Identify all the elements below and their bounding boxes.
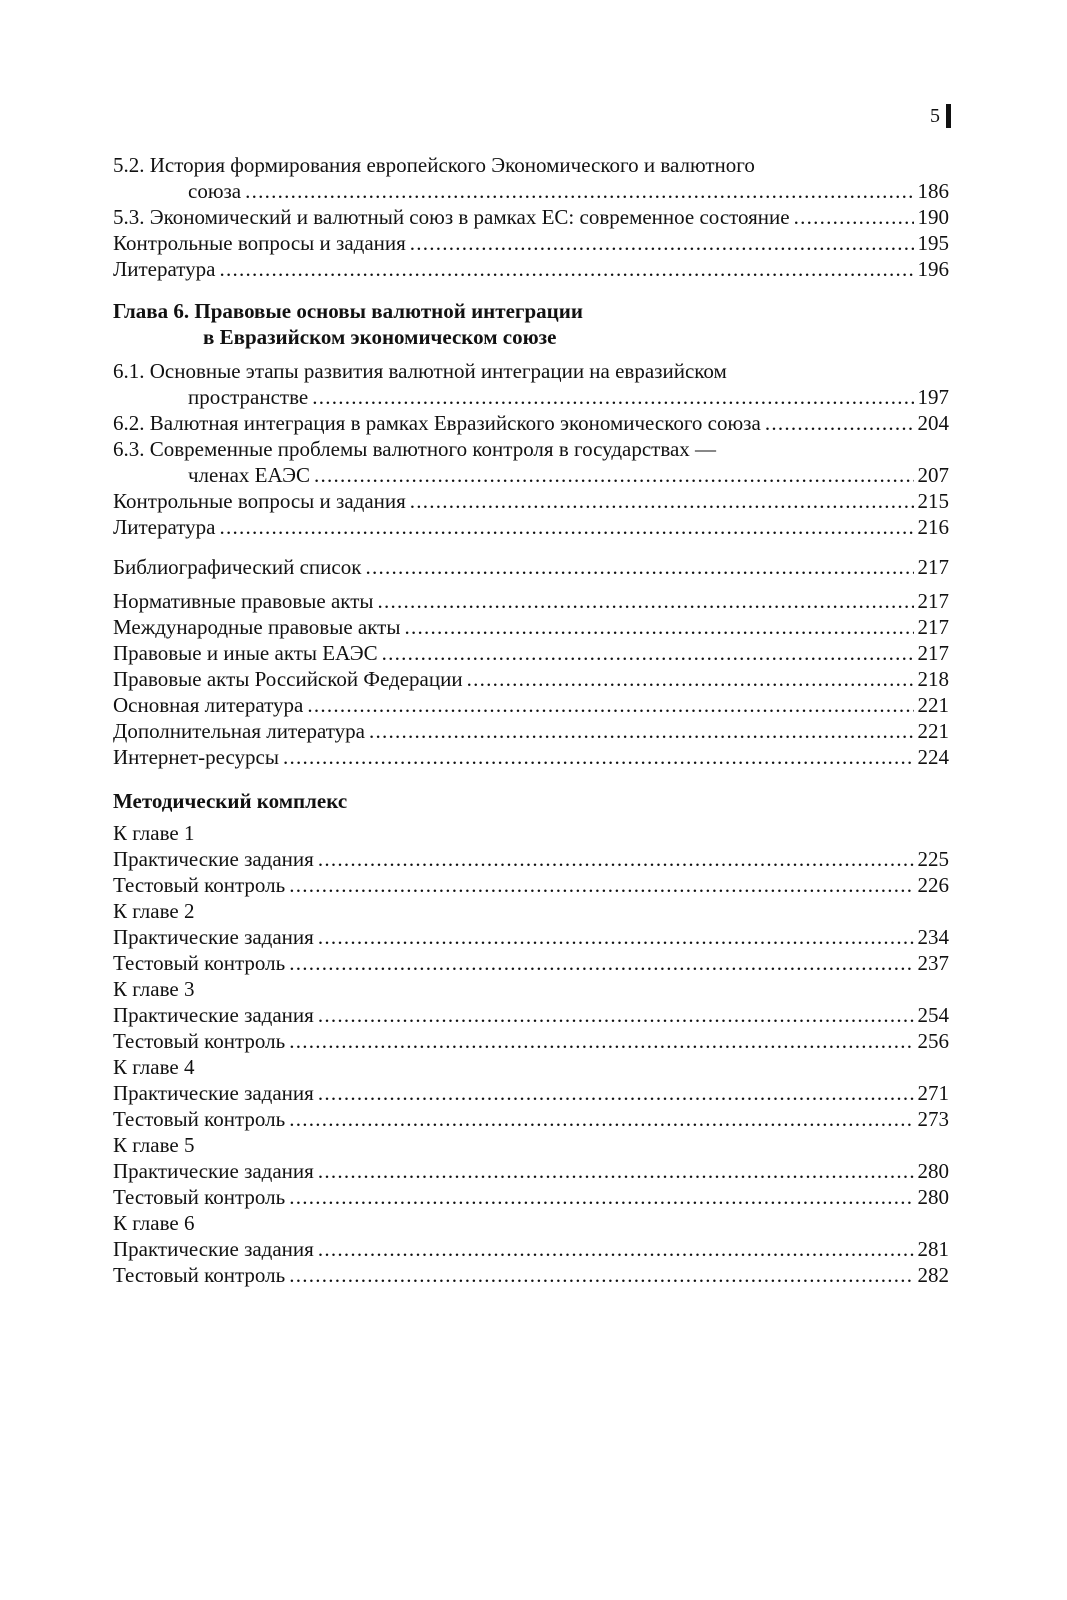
toc-page-number: 271 bbox=[917, 1081, 949, 1105]
toc-page-number: 196 bbox=[917, 257, 949, 281]
methodical-chapter-label: К главе 1 bbox=[113, 821, 195, 845]
toc-entry-biblio[interactable] bbox=[113, 588, 949, 614]
toc-page-number: 216 bbox=[917, 515, 949, 539]
toc-entry-practical[interactable] bbox=[113, 924, 949, 950]
toc-entry-practical[interactable] bbox=[113, 1158, 949, 1184]
toc-entry-title: Основная литература bbox=[113, 693, 304, 717]
toc-page-number: 215 bbox=[917, 489, 949, 513]
methodical-chapter-label: К главе 5 bbox=[113, 1133, 195, 1157]
toc-entry-test[interactable] bbox=[113, 1106, 949, 1132]
toc-page-number: 221 bbox=[917, 719, 949, 743]
toc-entry-title: Библиографический список bbox=[113, 555, 362, 579]
toc-entry-biblio[interactable] bbox=[113, 640, 949, 666]
toc-page-number: 217 bbox=[917, 641, 949, 665]
page-number bbox=[930, 104, 951, 128]
toc-entry-title: союза bbox=[188, 179, 242, 203]
toc-entry-6-3[interactable] bbox=[113, 462, 949, 488]
toc-entry-title: Тестовый контроль bbox=[113, 1185, 286, 1209]
toc-page-number: 224 bbox=[917, 745, 949, 769]
toc-entry-biblio[interactable] bbox=[113, 744, 949, 770]
toc-entry-practical[interactable] bbox=[113, 846, 949, 872]
toc-entry-test[interactable] bbox=[113, 950, 949, 976]
dot-leader bbox=[365, 554, 913, 580]
toc-page-number: 234 bbox=[917, 925, 949, 949]
dot-leader bbox=[289, 1184, 913, 1210]
toc-entry-6-1[interactable] bbox=[113, 384, 949, 410]
toc-entry-biblio[interactable] bbox=[113, 666, 949, 692]
dot-leader bbox=[307, 692, 913, 718]
toc-entry-title: 6.2. Валютная интеграция в рамках Евразийского экономического союза bbox=[113, 411, 761, 435]
toc-page-number: 254 bbox=[917, 1003, 949, 1027]
toc-entry-title: Практические задания bbox=[113, 1003, 314, 1027]
dot-leader bbox=[318, 1080, 914, 1106]
toc-page-number: 195 bbox=[917, 231, 949, 255]
toc-page-number: 218 bbox=[917, 667, 949, 691]
toc-page-number: 273 bbox=[917, 1107, 949, 1131]
toc-entry-biblio[interactable] bbox=[113, 614, 949, 640]
toc-entry-title: Литература bbox=[113, 257, 216, 281]
toc-entry-title: Правовые акты Российской Федерации bbox=[113, 667, 463, 691]
toc-page-number: 207 bbox=[917, 463, 949, 487]
dot-leader bbox=[467, 666, 914, 692]
methodical-chapter-label: К главе 4 bbox=[113, 1055, 195, 1079]
toc-entry-title: членах ЕАЭС bbox=[188, 463, 311, 487]
page-marker-bar bbox=[946, 104, 951, 128]
toc-entry-title: Тестовый контроль bbox=[113, 951, 286, 975]
toc-page-number: 280 bbox=[917, 1159, 949, 1183]
toc-page-number: 237 bbox=[917, 951, 949, 975]
chapter-6-title-line1: Глава 6. Правовые основы валютной интеграции bbox=[113, 299, 583, 323]
toc-entry-title: Нормативные правовые акты bbox=[113, 589, 374, 613]
dot-leader bbox=[289, 872, 913, 898]
toc-page-number: 221 bbox=[917, 693, 949, 717]
toc-entry-test[interactable] bbox=[113, 1184, 949, 1210]
toc-entry-test[interactable] bbox=[113, 1028, 949, 1054]
dot-leader bbox=[765, 410, 914, 436]
toc-entry-title: Литература bbox=[113, 515, 216, 539]
table-of-contents bbox=[113, 152, 949, 1288]
dot-leader bbox=[289, 1106, 913, 1132]
toc-entry-test[interactable] bbox=[113, 1262, 949, 1288]
toc-page-number: 217 bbox=[917, 589, 949, 613]
dot-leader bbox=[219, 514, 913, 540]
toc-entry-biblio[interactable] bbox=[113, 692, 949, 718]
dot-leader bbox=[283, 744, 914, 770]
toc-entry-title: Тестовый контроль bbox=[113, 1107, 286, 1131]
toc-entry-title: Контрольные вопросы и задания bbox=[113, 231, 406, 255]
toc-entry-title: Практические задания bbox=[113, 925, 314, 949]
dot-leader bbox=[318, 1236, 914, 1262]
toc-entry-ch6-questions[interactable] bbox=[113, 488, 949, 514]
toc-page-number: 186 bbox=[917, 179, 949, 203]
toc-entry-biblio[interactable] bbox=[113, 718, 949, 744]
methodical-chapter-label: К главе 2 bbox=[113, 899, 195, 923]
toc-entry-title: Практические задания bbox=[113, 1159, 314, 1183]
chapter-6-heading bbox=[113, 298, 949, 350]
toc-entry-title: Контрольные вопросы и задания bbox=[113, 489, 406, 513]
toc-entry-6-1-line1: 6.1. Основные этапы развития валютной интеграции на евразийском bbox=[113, 359, 727, 383]
toc-entry-5-2[interactable] bbox=[113, 178, 949, 204]
toc-page-number: 281 bbox=[917, 1237, 949, 1261]
toc-entry-practical[interactable] bbox=[113, 1080, 949, 1106]
toc-entry-bibliography[interactable] bbox=[113, 554, 949, 580]
dot-leader bbox=[318, 924, 914, 950]
dot-leader bbox=[382, 640, 914, 666]
dot-leader bbox=[289, 1262, 913, 1288]
toc-page-number: 225 bbox=[917, 847, 949, 871]
methodical-complex-heading: Методический комплекс bbox=[113, 789, 348, 813]
dot-leader bbox=[289, 950, 913, 976]
dot-leader bbox=[410, 230, 914, 256]
dot-leader bbox=[410, 488, 914, 514]
dot-leader bbox=[245, 178, 913, 204]
toc-page-number: 204 bbox=[917, 411, 949, 435]
toc-entry-title: Практические задания bbox=[113, 1081, 314, 1105]
toc-entry-title: пространстве bbox=[188, 385, 309, 409]
toc-entry-title: Тестовый контроль bbox=[113, 1029, 286, 1053]
toc-entry-title: Тестовый контроль bbox=[113, 873, 286, 897]
methodical-chapters bbox=[113, 820, 949, 1288]
toc-page-number: 190 bbox=[917, 205, 949, 229]
page-number-value: 5 bbox=[930, 105, 940, 127]
toc-entry-6-2[interactable] bbox=[113, 410, 949, 436]
toc-entry-title: Практические задания bbox=[113, 847, 314, 871]
toc-entry-ch5-questions[interactable] bbox=[113, 230, 949, 256]
dot-leader bbox=[377, 588, 913, 614]
dot-leader bbox=[369, 718, 914, 744]
toc-entry-title: Дополнительная литература bbox=[113, 719, 365, 743]
dot-leader bbox=[404, 614, 913, 640]
toc-entry-practical[interactable] bbox=[113, 1002, 949, 1028]
toc-entry-title: Практические задания bbox=[113, 1237, 314, 1261]
dot-leader bbox=[318, 1158, 914, 1184]
dot-leader bbox=[312, 384, 913, 410]
dot-leader bbox=[318, 1002, 914, 1028]
toc-entry-title: Тестовый контроль bbox=[113, 1263, 286, 1287]
toc-entry-title: Интернет-ресурсы bbox=[113, 745, 279, 769]
toc-entry-practical[interactable] bbox=[113, 1236, 949, 1262]
toc-page-number: 197 bbox=[917, 385, 949, 409]
toc-entry-5-3[interactable] bbox=[113, 204, 949, 230]
toc-entry-ch5-literature[interactable] bbox=[113, 256, 949, 282]
chapter-6-title-line2: в Евразийском экономическом союзе bbox=[203, 325, 557, 349]
toc-entry-title: Международные правовые акты bbox=[113, 615, 401, 639]
toc-page-number: 280 bbox=[917, 1185, 949, 1209]
methodical-chapter-label: К главе 6 bbox=[113, 1211, 195, 1235]
toc-entry-5-2-line1: 5.2. История формирования европейского Экономического и валютного bbox=[113, 153, 755, 177]
toc-entry-title: Правовые и иные акты ЕАЭС bbox=[113, 641, 378, 665]
dot-leader bbox=[314, 462, 913, 488]
toc-page-number: 226 bbox=[917, 873, 949, 897]
toc-entry-test[interactable] bbox=[113, 872, 949, 898]
toc-page-number: 217 bbox=[917, 555, 949, 579]
toc-page-number: 282 bbox=[917, 1263, 949, 1287]
dot-leader bbox=[219, 256, 913, 282]
toc-entry-title: 5.3. Экономический и валютный союз в рамках ЕС: современное состояние bbox=[113, 205, 790, 229]
toc-page-number: 256 bbox=[917, 1029, 949, 1053]
dot-leader bbox=[794, 204, 914, 230]
bibliography-subsections bbox=[113, 588, 949, 770]
dot-leader bbox=[318, 846, 914, 872]
toc-entry-6-3-line1: 6.3. Современные проблемы валютного контроля в государствах — bbox=[113, 437, 717, 461]
dot-leader bbox=[289, 1028, 913, 1054]
toc-page-number: 217 bbox=[917, 615, 949, 639]
methodical-chapter-label: К главе 3 bbox=[113, 977, 195, 1001]
toc-entry-ch6-literature[interactable] bbox=[113, 514, 949, 540]
